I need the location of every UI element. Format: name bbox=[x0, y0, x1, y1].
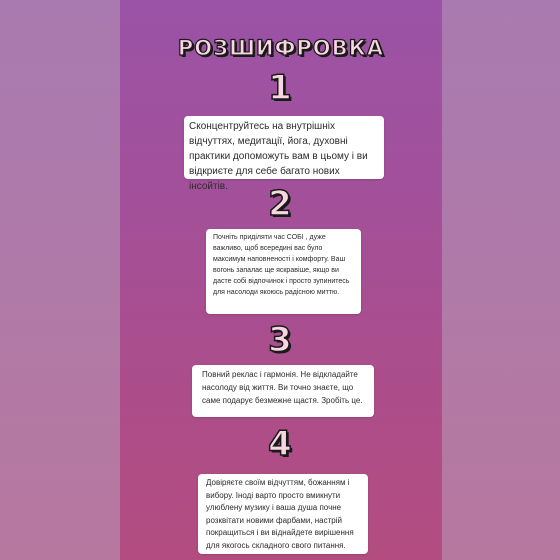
page-title: РОЗШИФРОВКА bbox=[177, 36, 385, 60]
section-text-3: Повний реклас і гармонія. Не відкладайте насолоду від життя. Ви точно знаєте, що саме подарує безмежне щастя. Зробіть це. bbox=[202, 370, 363, 405]
section-text-4: Довіряєте своїм відчуттям, божанням і вибору. Іноді варто просто вмикнути улюблену музику і ваша душа почне розквітати новими фарбами, настрій покращиться і ви віднайдете вирішення для якогось складного свого питання. bbox=[206, 478, 354, 550]
section-card-3 bbox=[192, 365, 374, 417]
section-number-4: 4 bbox=[268, 424, 292, 464]
section-text-1: Сконцентруйтесь на внутрішніх відчуттях, медитації, йога, духовні практики допоможуть вам в цьому і ви відкриєте для себе багато нових інсойтів. bbox=[189, 121, 368, 192]
section-card-2 bbox=[206, 229, 361, 314]
story-panel bbox=[120, 0, 442, 560]
left-background-panel bbox=[0, 0, 120, 560]
section-number-1: 1 bbox=[268, 68, 292, 108]
section-text-2: Почніть приділяти час СОБІ , дуже важливо, щоб всередині вас було максимум наповненості і комфорту. Ваш вогонь запалає ще яскравіше, якщо ви дасте собі відпочинок і просто зупинитесь для насолоди якоюсь радісною миттю. bbox=[213, 234, 350, 296]
right-background-panel bbox=[442, 0, 560, 560]
section-number-2: 2 bbox=[268, 184, 292, 224]
section-number-3: 3 bbox=[268, 320, 292, 360]
section-card-1 bbox=[184, 116, 384, 192]
section-card-4 bbox=[198, 474, 368, 554]
